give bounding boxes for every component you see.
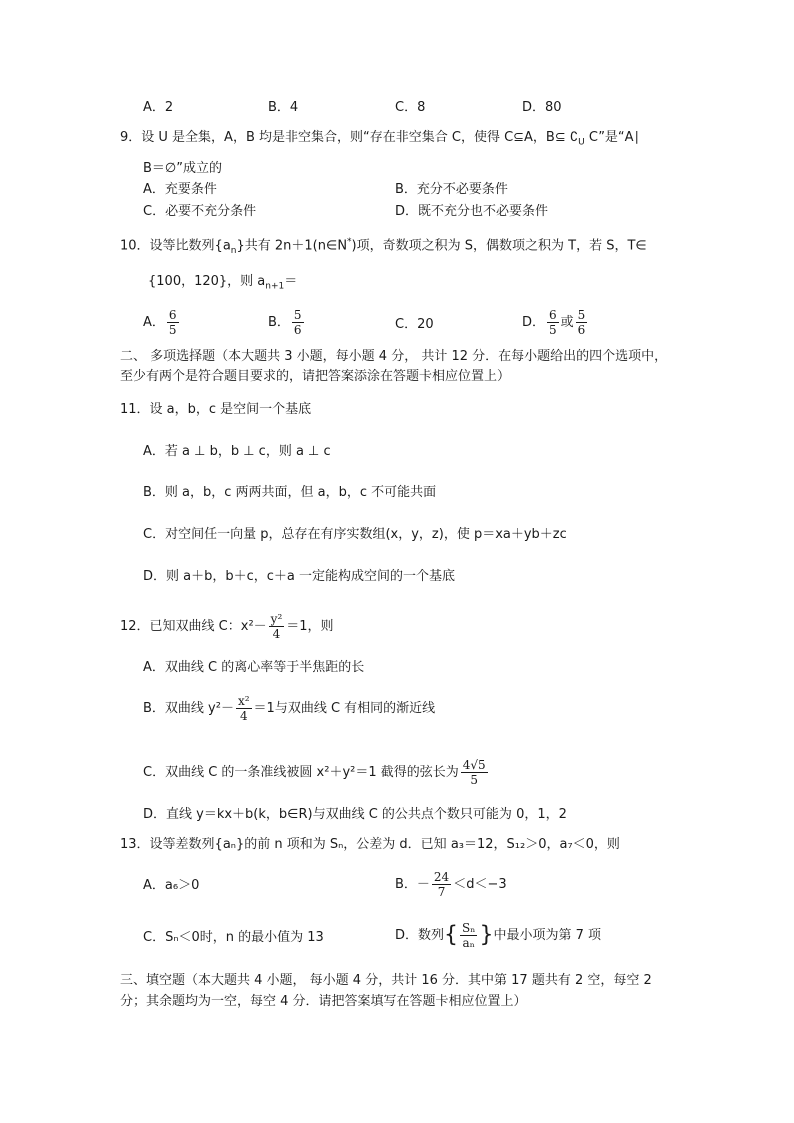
- section3-heading-line2: 分；其余题均为一空，每空 4 分．请把答案填写在答题卡相应位置上）: [120, 994, 527, 1009]
- q13-option-c: C．Sₙ＜0时，n 的最小值为 13: [143, 930, 324, 945]
- q13-option-b-fraction: [432, 870, 451, 899]
- q10-option-b: [268, 308, 306, 337]
- q13-option-d: [395, 921, 601, 950]
- q10-option-d-fraction2: [576, 308, 588, 337]
- q8-option-c: C．8: [395, 100, 426, 115]
- q9-stem-line1: [120, 129, 640, 152]
- q13-option-a: A．a₆＞0: [143, 878, 200, 893]
- q9-option-b: B．充分不必要条件: [395, 182, 508, 197]
- q12-option-a: A．双曲线 C 的离心率等于半焦距的长: [143, 660, 365, 675]
- q12-stem-num: y²: [270, 612, 283, 626]
- q10-option-d: [522, 308, 589, 337]
- q12-option-b: [143, 694, 435, 723]
- q10-option-a-label: A．: [143, 315, 165, 330]
- q13-stem: 13．设等差数列{aₙ}的前 n 项和为 Sₙ，公差为 d．已知 a₃＝12，S₁₂＞0，a₇＜0，则: [120, 837, 620, 852]
- q13-option-d-den: aₙ: [462, 936, 475, 950]
- q12-stem: [120, 612, 334, 641]
- q10-option-d-den2: 6: [577, 323, 586, 337]
- q10-stem-c: )项，奇数项之积为 S，偶数项之积为 T，若 S，T∈: [351, 238, 647, 254]
- q10-subscript-n: n: [230, 245, 237, 256]
- q10-option-a-fraction: [167, 308, 179, 337]
- q12-option-c-a: C．双曲线 C 的一条准线被圆 x²＋y²＝1 截得的弦长为: [143, 765, 459, 780]
- q10-option-d-fraction1: [547, 308, 559, 337]
- section3-heading-line1: 三、填空题（本大题共 4 小题， 每小题 4 分，共计 16 分．其中第 17 题共有 2 空，每空 2: [120, 973, 652, 988]
- q11-option-a: A．若 a ⊥ b，b ⊥ c，则 a ⊥ c: [143, 444, 331, 459]
- q13-option-d-fraction: [460, 921, 477, 950]
- q9-complement-subscript: U: [578, 137, 585, 148]
- q10-option-d-label: D．: [522, 315, 546, 330]
- q13-brace-left: {: [444, 922, 459, 948]
- q12-option-c-num: 4√5: [462, 758, 486, 772]
- q10-option-d-num1: 6: [549, 308, 557, 322]
- q12-option-b-a: B．双曲线 y²－: [143, 701, 234, 716]
- q8-option-d: D．80: [522, 100, 562, 115]
- q9-stem-text: 9．设 U 是全集，A，B 均是非空集合，则“存在非空集合 C，使得 C⊆A，B⊆ ∁: [120, 130, 579, 145]
- q10-option-d-den1: 5: [549, 323, 557, 337]
- q13-option-b: [395, 870, 507, 899]
- q10-stem-line2: [148, 273, 297, 296]
- q10-line2-b: ＝: [284, 274, 298, 289]
- q12-stem-a: 12．已知双曲线 C：x²－: [120, 619, 267, 634]
- q12-stem-den: 4: [272, 627, 281, 641]
- q12-option-b-den: 4: [239, 709, 248, 723]
- q9-stem-line2: B＝∅”成立的: [143, 161, 222, 176]
- q12-stem-fraction: [269, 612, 285, 641]
- q8-option-a: A．2: [143, 100, 174, 115]
- q11-option-b: B．则 a，b，c 两两共面，但 a，b，c 不可能共面: [143, 485, 437, 500]
- section2-heading-line2: 至少有两个是符合题目要求的，请把答案添涂在答题卡相应位置上）: [120, 369, 511, 384]
- q10-option-a-num: 6: [168, 308, 177, 322]
- q9-option-d: D．既不充分也不必要条件: [395, 204, 549, 219]
- q10-stem-a: 10．设等比数列{a: [120, 238, 231, 254]
- q10-option-d-or: 或: [560, 315, 574, 330]
- q13-option-d-b: 中最小项为第 7 项: [493, 928, 601, 943]
- q10-option-c: C．20: [395, 317, 434, 332]
- q12-option-d: D．直线 y＝kx＋b(k，b∈R)与双曲线 C 的公共点个数只可能为 0，1，2: [143, 807, 567, 822]
- q9-stem-tail: C”是“A∣: [584, 130, 641, 145]
- q13-brace-right: }: [479, 922, 494, 948]
- q11-stem: 11．设 a，b，c 是空间一个基底: [120, 402, 312, 417]
- q12-option-c-fraction: [461, 758, 488, 787]
- q13-option-b-num: 24: [433, 870, 450, 884]
- q10-option-b-den: 6: [293, 323, 302, 337]
- q10-stem-line1: [120, 233, 647, 260]
- q12-stem-b: ＝1，则: [286, 619, 334, 634]
- q10-option-d-num2: 5: [577, 308, 586, 322]
- q9-option-c: C．必要不充分条件: [143, 204, 257, 219]
- q10-line2-a: {100，120}，则 a: [148, 274, 266, 289]
- q10-line2-sub: n+1: [265, 281, 285, 292]
- q10-superscript: *: [347, 237, 352, 247]
- q9-option-a: A．充要条件: [143, 182, 217, 197]
- q10-option-a-den: 5: [168, 323, 177, 337]
- q13-option-d-num: Sₙ: [462, 921, 476, 935]
- q12-option-c: [143, 758, 490, 787]
- q10-option-b-label: B．: [268, 315, 290, 330]
- q10-option-a: [143, 308, 181, 337]
- q11-option-c: C．对空间任一向量 p，总存在有序实数组(x，y，z)，使 p＝xa＋yb＋zc: [143, 527, 567, 542]
- q11-option-d: D．则 a＋b，b＋c，c＋a 一定能构成空间的一个基底: [143, 569, 456, 584]
- q13-option-b-b: ＜d＜−3: [453, 877, 507, 892]
- q10-option-b-num: 5: [293, 308, 302, 322]
- q13-option-d-a: D．数列: [395, 928, 445, 943]
- section2-heading-line1: 二、 多项选择题（本大题共 3 小题，每小题 4 分， 共计 12 分．在每小题给出的四个选项中，: [120, 349, 668, 364]
- q13-option-b-a: B．－: [395, 877, 430, 892]
- q12-option-c-den: 5: [470, 773, 479, 787]
- q12-option-b-fraction: [236, 694, 252, 723]
- q12-option-b-b: ＝1与双曲线 C 有相同的渐近线: [253, 701, 436, 716]
- q10-option-b-fraction: [292, 308, 304, 337]
- q13-option-b-den: 7: [437, 885, 446, 899]
- q10-stem-b: }共有 2n＋1(n∈N: [236, 238, 348, 254]
- q8-option-b: B．4: [268, 100, 299, 115]
- q12-option-b-num: x²: [237, 694, 250, 708]
